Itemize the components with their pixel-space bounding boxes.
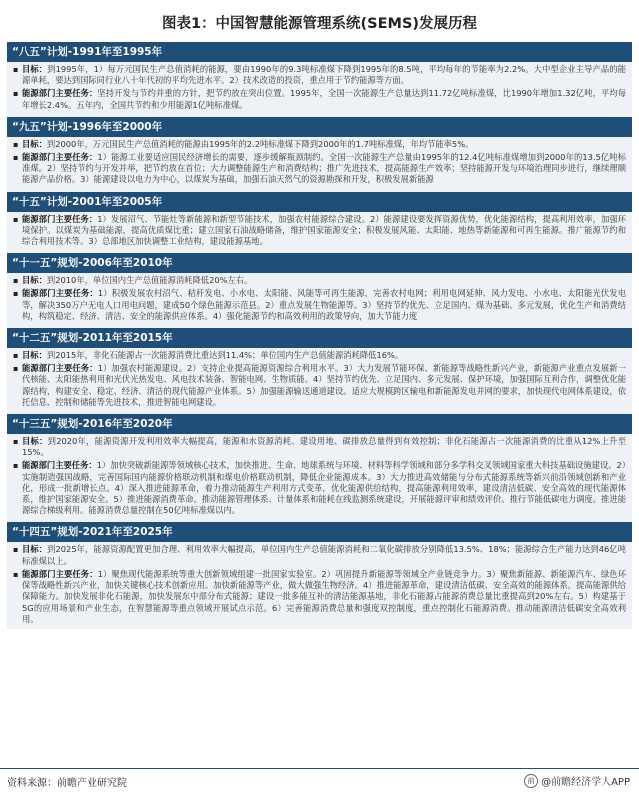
bullet-text: 1）发展沼气、节能灶等新能源和新型节能技术，加强农村能源综合建设。2）能源建设要发挥资源优势，优化能源结构，提高利用效率，加强环境保护。以煤炭为基础能源，提高优质煤比重；建立国家石油战略储备，维护国家能源安全；积极发展风能、太阳能、地热等新能源和可再生能源。推广能源节约和综合利用技术等。3）总部地区加快调整工业结构，建设能源基地。 (22, 213, 626, 247)
section-header: “九五”计划-1996年至2000年 (7, 117, 632, 137)
bullet-item (13, 152, 626, 186)
bullet-text: 1）加强农村能源建设。2）支持企业提高能源资源综合利用水平。3）大力发展节能环保、新能源等战略性新兴产业，新能源产业重点发展新一代核能、太阳能热利用和光伏光热发电、风电技术装备、智能电网、生物质能。4）坚持节约优先、立足国内、多元发展、保护环境，加强国际互利合作，调整优化能源结构，构建安全、稳定、经济、清洁的现代能源产业体系。5）加强能源输送通道建设。适应大规模跨区输电和新能源发电并网的要求，加快现代电网体系建设，依托信息、控制和储能等先进技术，推进智能电网建设。 (22, 363, 626, 407)
bullet-item (13, 139, 626, 150)
bullet-text: 到2010年，单位国内生产总值能源消耗降低20%左右。 (46, 275, 253, 286)
bullet-text: 到2025年，能源资源配置更加合理、利用效率大幅提高，单位国内生产总值能源消耗和二氧化碳排放分别降低13.5%、18%；能源综合生产能力达到46亿吨标准煤以上。 (22, 544, 626, 566)
bullet-text: 坚持开发与节约并重的方针，把节约放在突出位置。1995年，全国一次能源生产总量达到11.72亿吨标准煤，比1990年增加1.32亿吨，平均每年增长2.4%。五年内，全国共节约和少用能源1亿吨标准煤。 (22, 88, 626, 110)
bullet-item (13, 569, 626, 625)
bullet-label: 目标： (22, 275, 47, 286)
brand-label: @前瞻经济学人APP (541, 777, 630, 788)
section-body (7, 434, 632, 520)
bullet-label: 能源部门主要任务： (22, 363, 98, 374)
bullet-text: 1）能源工业要适应国民经济增长的需要，逐步缓解瓶颈制约。全国一次能源生产总量由1995年的12.4亿吨标准煤增加到2000年的13.5亿吨标准煤。2）坚持节约与开发并举，把节约放在首位；大力调整能源生产和消费结构；推广先进技术，提高能源生产效率；坚持能源开发与环境治理同步进行，继续理顺能源产品价格。3）能源建设以电力为中心，以煤炭为基础，加强石油天然气的资源勘探和开发，积极发展新能源 (22, 152, 626, 185)
bullet-item (13, 544, 626, 566)
bullet-item (13, 275, 626, 286)
page-title: 图表1：中国智慧能源管理系统(SEMS)发展历程 (161, 16, 478, 32)
bullet-text: 1）聚焦现代能源系统等重大创新领域组建一批国家实验室。2）巩固提升新能源等领域全产业链竞争力。3）聚焦新能源、新能源汽车、绿色环保等战略性新兴产业，加快关键核心技术创新应用。加快新能源等产业，做大做强生物经济。4）推进能源革命，建设清洁低碳、安全高效的能源体系，提高能源供给保障能力。加快发展非化石能源，加快发展东中部分布式能源；建设一批多能互补的清洁能源基地，非化石能源占能源消费总量比重提高到20%左右。5）构建基于5G的应用场景和产业生态，在智慧能源等重点领域开展试点示范。6）完善能源消费总量和强度双控制度，重点控制化石能源消费。推动能源清洁低碳安全高效利用。 (22, 568, 626, 624)
bullet-label: 能源部门主要任务： (22, 213, 98, 224)
section-body (7, 212, 632, 252)
bullet-item (13, 88, 626, 110)
bullet-label: 能源部门主要任务： (22, 568, 98, 579)
bullet-text: 到1995年，1）每万元国民生产总值消耗的能源，要由1990年的9.3吨标准煤下降到1995年的8.5吨，平均每年的节能率为2.2%。大中型企业主导产品的能源单耗，要达到国际同行业八十年代初的平均先进水平。2）技术改造的投资，重点用于节约能源等方面。 (22, 64, 626, 86)
bullet-label: 目标： (22, 138, 47, 149)
bullet-label: 目标： (22, 64, 48, 74)
bullet-label: 目标： (22, 436, 48, 447)
bullet-text: 1）加快突破新能源等领域核心技术，加快推进、生命、地球系统与环境、材料等科学领域和部分多学科交叉领域国家重大科技基础设施建设。2）实施制造强国战略，完善国际国内能源价格联动机制和煤电价格联动机制，降低企业能源成本。3）大力推进高效储能与分布式能源系统等新兴前沿领域创新和产业化，形成一批新增长点。4）深入推进能源革命，着力推动能源生产利用方式变革，优化能源供给结构，提高能源利用效率，建设清洁低碳、安全高效的现代能源体系，维护国家能源安全。5）推进能源消费革命。推动能源管理体系、计量体系和能耗在线监测系统建设，开展能源评审和绩效评价。推行节能低碳电力调度。推进能源综合梯级利用。能源消费总量控制在50亿吨标准煤以内。 (22, 460, 626, 516)
section-header: “十二五”规划-2011年至2015年 (7, 328, 632, 348)
bullet-item (13, 460, 626, 516)
bullet-item (13, 363, 626, 408)
section-body (7, 137, 632, 190)
bullet-text: 到2015年，非化石能源占一次能源消费比重达到11.4%；单位国内生产总值能源消耗降低16%。 (46, 350, 404, 361)
footer (0, 768, 639, 791)
bullet-label: 能源部门主要任务： (22, 152, 98, 163)
timeline-table (7, 42, 632, 629)
section-header: “十五”计划-2001年至2005年 (7, 192, 632, 212)
bullet-item (13, 436, 626, 458)
section-header: “十一五”规划-2006年至2010年 (7, 253, 632, 273)
bullet-text: 到2020年，能源资源开发利用效率大幅提高，能源和水资源消耗、建设用地、碳排放总量得到有效控制；非化石能源占一次能源消费的比重从12%上升至15%。 (22, 436, 626, 458)
section-body (7, 348, 632, 412)
brand-watermark (524, 773, 630, 788)
bullet-label: 能源部门主要任务： (22, 88, 98, 99)
bullet-label: 能源部门主要任务： (22, 288, 98, 299)
section-header: “十三五”规划-2016年至2020年 (7, 414, 632, 434)
section-header: “八五”计划-1991年至1995年 (7, 42, 632, 62)
section-body (7, 273, 632, 326)
bullet-item (13, 350, 626, 361)
bullet-item (13, 64, 626, 86)
bullet-text: 到2000年，万元国民生产总值消耗的能源由1995年的2.2吨标准煤下降到2000年的1.7吨标准煤，年均节能率5%。 (46, 138, 474, 149)
source-note: 资料来源：前瞻产业研究院 (7, 778, 127, 789)
bullet-label: 目标： (22, 544, 48, 555)
section-body (7, 62, 632, 115)
bullet-label: 目标： (22, 350, 47, 361)
bullet-item (13, 214, 626, 248)
bullet-label: 能源部门主要任务： (22, 460, 97, 471)
section-body (7, 542, 632, 628)
bullet-text: 1）积极发展农村沼气、秸秆发电、小水电、太阳能、风能等可再生能源，完善农村电网；利用电网延伸、风力发电、小水电、太阳能光伏发电等，解决350万户无电人口用电问题，建成50个绿色能源示范县。2）重点发展生物能源等。3）坚持节约优先、立足国内、煤为基础、多元发展，优化生产和消费结构，构筑稳定、经济、清洁、安全的能源供应体系。4）强化能源节约和高效利用的政策导向，加大节能力度 (22, 288, 626, 321)
section-header: “十四五”规划-2021年至2025年 (7, 522, 632, 542)
bullet-item (13, 288, 626, 322)
qianzhan-logo-icon: 前 (524, 774, 538, 788)
